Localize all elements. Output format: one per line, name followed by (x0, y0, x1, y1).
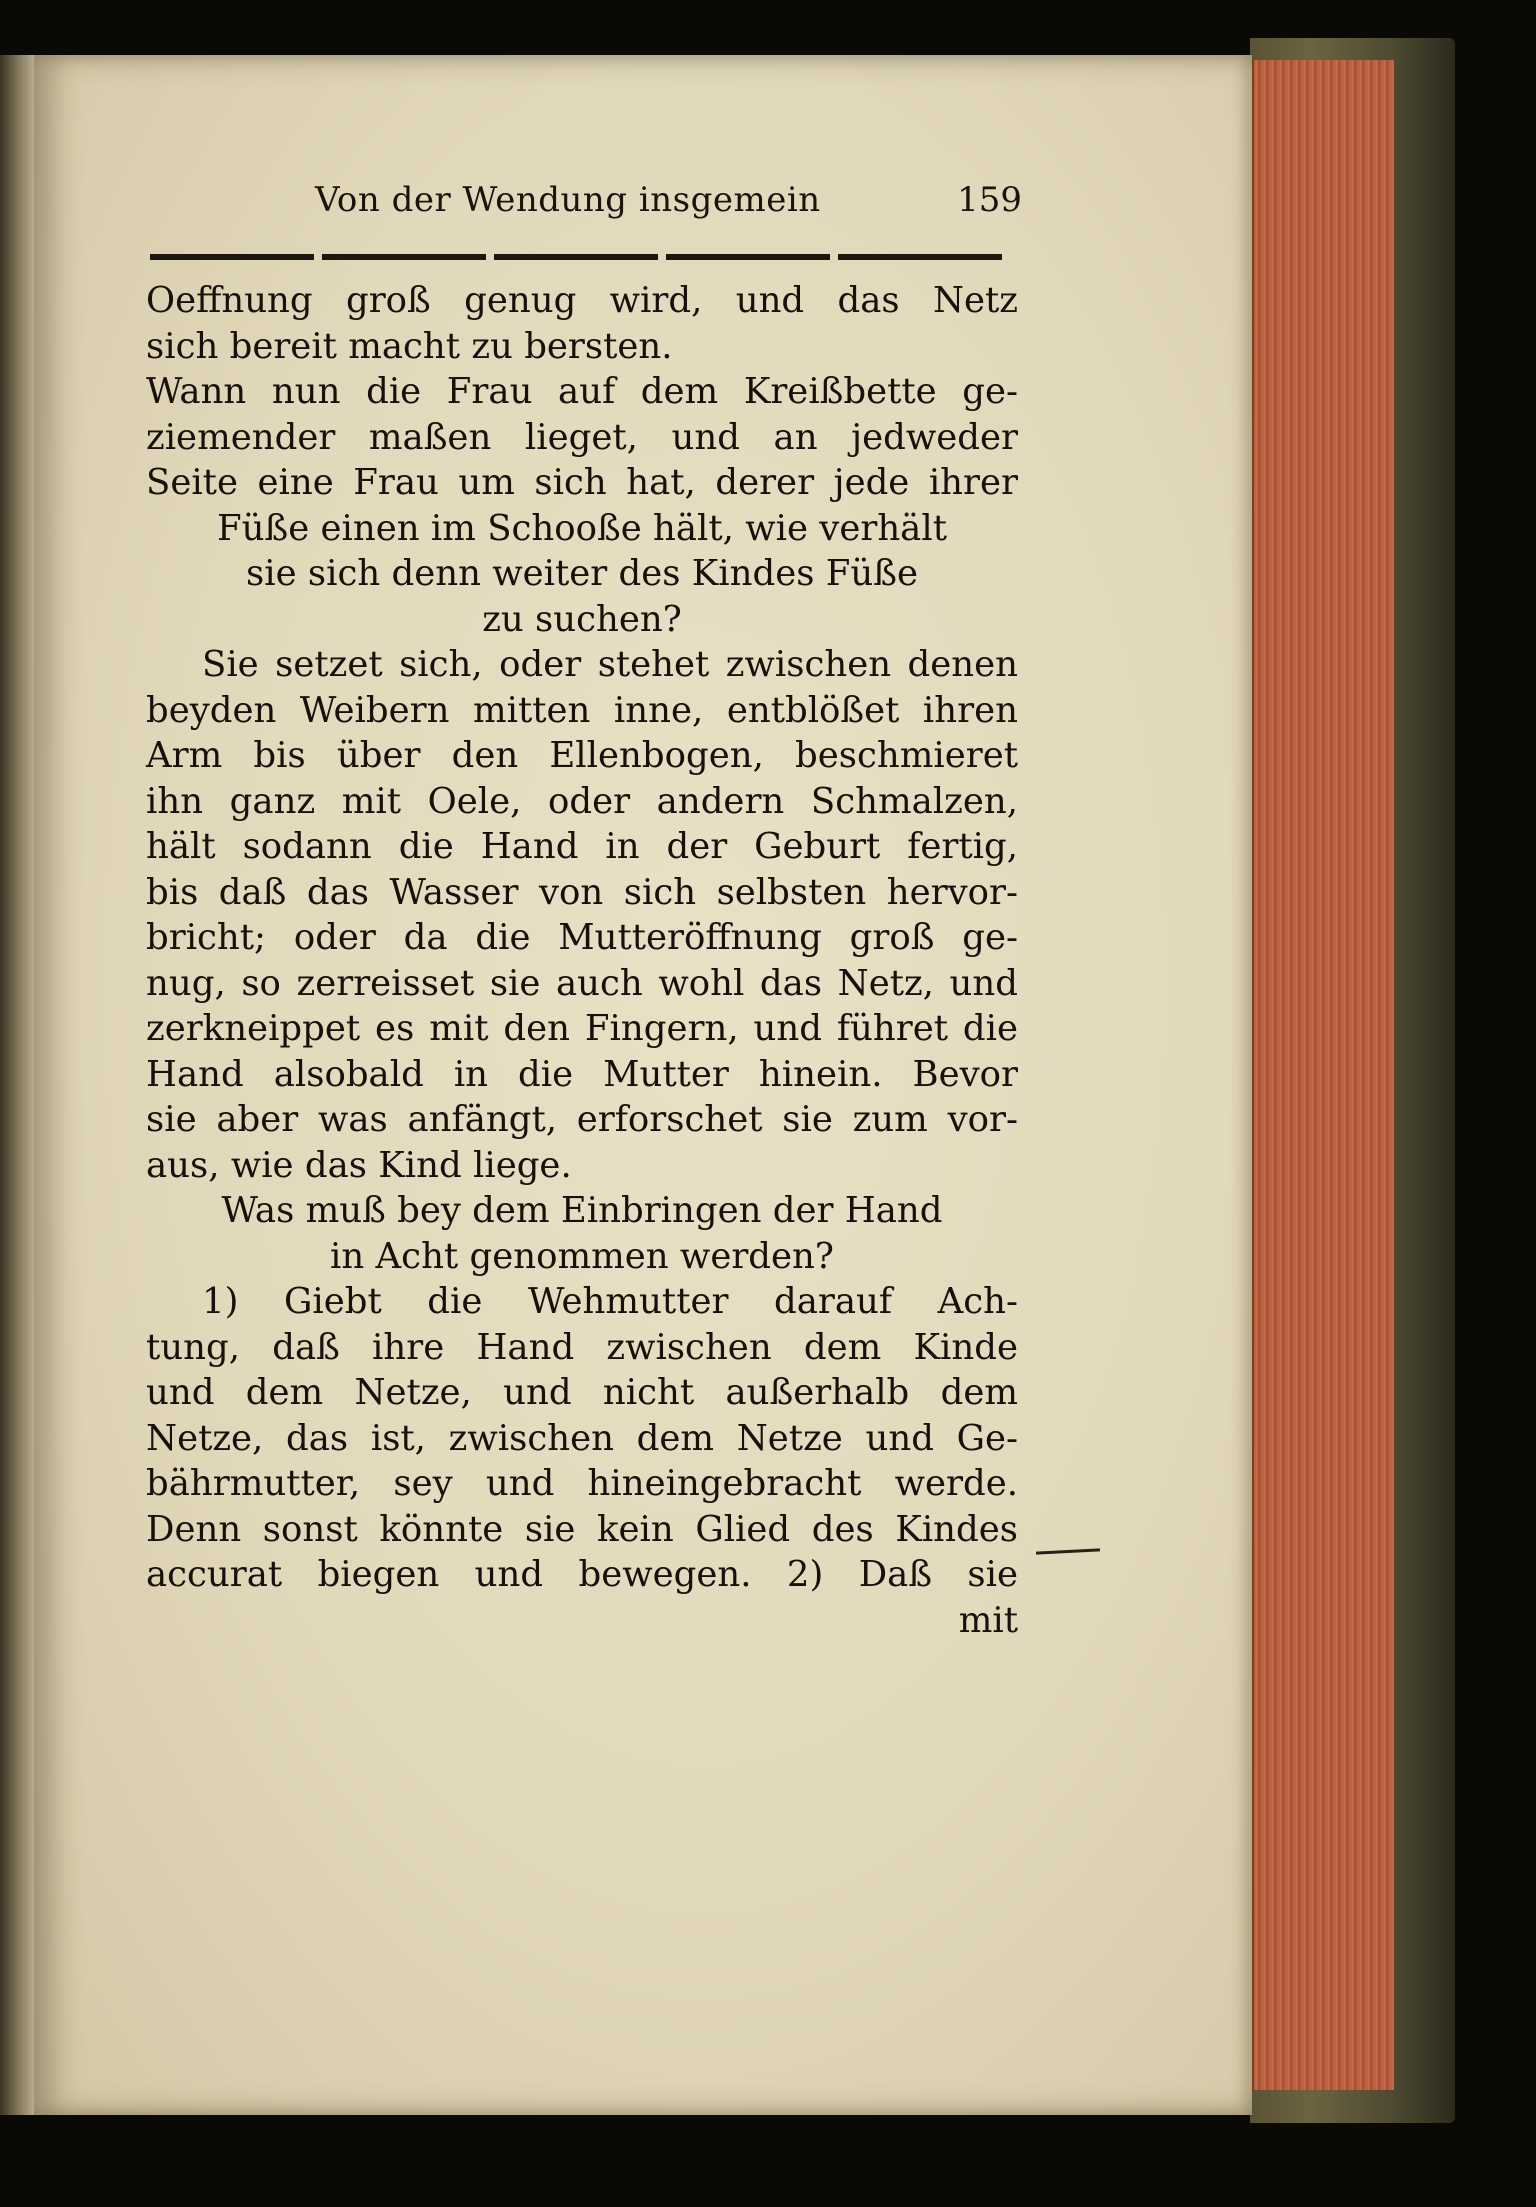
text-line: Denn sonst könnte sie kein Glied des Kindes (146, 1508, 1018, 1550)
page-number: 159 (957, 180, 1022, 220)
text-line: beyden Weibern mitten inne, entblößet ihren (146, 689, 1018, 731)
question-line: zu suchen? (482, 598, 682, 640)
text-line: Arm bis über den Ellenbogen, beschmieret (146, 735, 1018, 776)
question-line: in Acht genommen werden? (330, 1235, 834, 1277)
page-header (293, 180, 1028, 236)
text-line: nug, so zerreisset sie auch wohl das Netz, und (146, 962, 1018, 1004)
question-line: Seite eine Frau um sich hat, derer jede ihrer (146, 462, 1018, 503)
text-line: aus, wie das Kind liege. (146, 1144, 572, 1186)
text-line: bährmutter, sey und hineingebracht werde. (146, 1463, 1018, 1504)
text-line: Oeffnung groß genug wird, und das Netz (146, 280, 1018, 321)
page-fore-edge (1252, 60, 1394, 2090)
text-line: accurat biegen und bewegen. 2) Daß sie (146, 1554, 1018, 1595)
text-line: 1) Giebt die Wehmutter darauf Ach- (202, 1281, 1018, 1322)
text-line: sich bereit macht zu bersten. (146, 325, 673, 367)
question-line: Wann nun die Frau auf dem Kreißbette ge- (146, 371, 1018, 412)
text-line: ihn ganz mit Oele, oder andern Schmalzen, (146, 780, 1018, 822)
text-line: bricht; oder da die Mutteröffnung groß ge- (146, 917, 1018, 958)
header-rule (150, 254, 1010, 260)
catchword: mit (958, 1599, 1018, 1641)
question-line: ziemender maßen lieget, und an jedweder (146, 416, 1018, 458)
question-line: Füße einen im Schooße hält, wie verhält (217, 507, 947, 549)
text-line: bis daß das Wasser von sich selbsten hervor- (146, 871, 1018, 913)
text-line: hält sodann die Hand in der Geburt fertig, (146, 826, 1018, 867)
text-line: Hand alsobald in die Mutter hinein. Bevor (146, 1053, 1018, 1095)
question-line: sie sich denn weiter des Kindes Füße (246, 553, 918, 594)
text-line: Sie setzet sich, oder stehet zwischen denen (202, 644, 1018, 685)
question-line: Was muß bey dem Einbringen der Hand (221, 1190, 943, 1231)
text-line: sie aber was anfängt, erforschet sie zum vor- (146, 1099, 1018, 1140)
body-text (146, 278, 1018, 1643)
text-line: Netze, das ist, zwischen dem Netze und Ge- (146, 1417, 1018, 1459)
text-line: und dem Netze, und nicht außerhalb dem (146, 1372, 1018, 1413)
text-line: tung, daß ihre Hand zwischen dem Kinde (146, 1326, 1018, 1368)
text-line: zerkneippet es mit den Fingern, und führet die (146, 1008, 1018, 1049)
running-head: Von der Wendung insgemein (315, 180, 821, 220)
facing-page-gutter (0, 55, 34, 2115)
